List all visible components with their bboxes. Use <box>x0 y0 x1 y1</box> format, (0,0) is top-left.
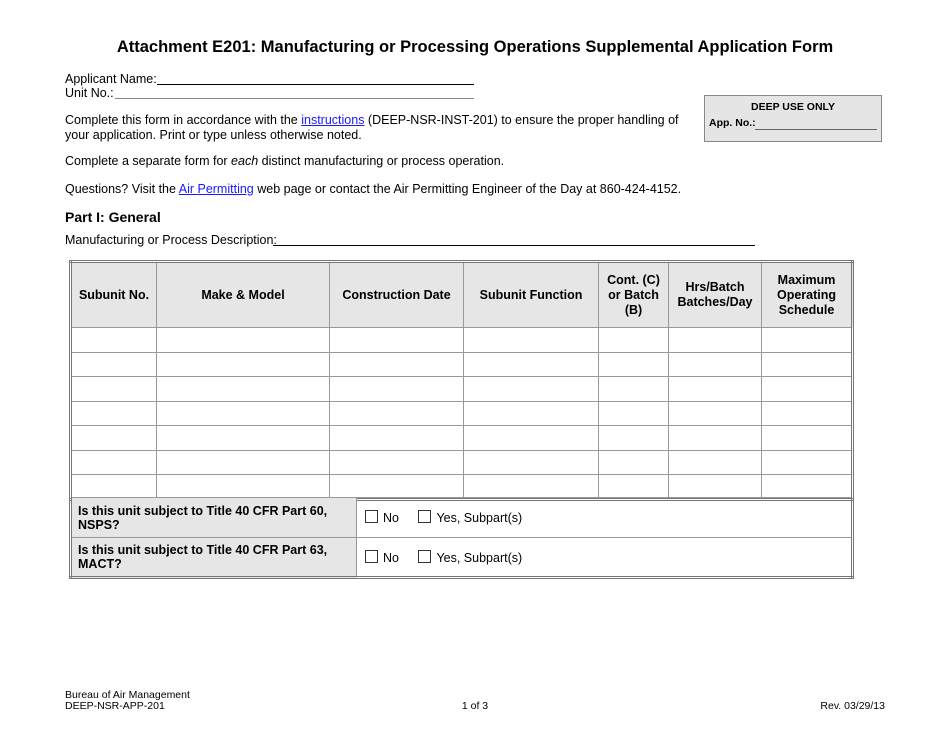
app-no-field[interactable] <box>755 129 877 130</box>
mact-yes-option[interactable] <box>418 551 522 565</box>
table-cell[interactable] <box>71 475 157 500</box>
nsps-yes-checkbox[interactable] <box>418 510 431 523</box>
mact-options <box>357 538 853 578</box>
mact-no-option[interactable] <box>365 551 399 565</box>
process-description-label: Manufacturing or Process Description: <box>65 233 277 247</box>
header-cont-batch-text: Cont. (C) or Batch (B) <box>607 272 660 317</box>
table-cell[interactable] <box>669 450 762 475</box>
mact-no-label: No <box>383 550 399 565</box>
table-cell[interactable] <box>157 377 330 402</box>
table-cell[interactable] <box>599 450 669 475</box>
table-cell[interactable] <box>330 450 464 475</box>
table-cell[interactable] <box>669 328 762 353</box>
table-cell[interactable] <box>599 377 669 402</box>
intro-paragraph-2 <box>65 154 504 169</box>
mact-question-row <box>71 538 853 578</box>
subunit-table <box>69 260 854 501</box>
footer-page-number: 1 of 3 <box>461 700 489 712</box>
header-subunit-function: Subunit Function <box>464 262 599 328</box>
nsps-no-option[interactable] <box>365 511 399 525</box>
table-cell[interactable] <box>330 377 464 402</box>
intro-p2-emphasis: each <box>231 154 259 168</box>
table-cell[interactable] <box>157 426 330 451</box>
header-construction-date: Construction Date <box>330 262 464 328</box>
header-max-schedule-text: Maximum Operating Schedule <box>776 272 837 317</box>
footer-form-code: DEEP-NSR-APP-201 <box>65 700 165 712</box>
table-cell[interactable] <box>762 450 853 475</box>
intro-p2-text: Complete a separate form for <box>65 154 232 168</box>
table-cell[interactable] <box>762 352 853 377</box>
table-cell[interactable] <box>464 401 599 426</box>
table-cell[interactable] <box>464 352 599 377</box>
applicant-name-label: Applicant Name: <box>65 72 157 86</box>
app-no-label: App. No.: <box>709 117 756 129</box>
table-cell[interactable] <box>464 450 599 475</box>
table-cell[interactable] <box>71 450 157 475</box>
mact-no-checkbox[interactable] <box>365 550 378 563</box>
table-cell[interactable] <box>669 401 762 426</box>
table-cell[interactable] <box>330 328 464 353</box>
table-row <box>71 475 853 500</box>
table-cell[interactable] <box>599 475 669 500</box>
mact-yes-label: Yes, Subpart(s) <box>436 550 523 565</box>
table-cell[interactable] <box>71 377 157 402</box>
applicant-name-field[interactable] <box>157 84 474 85</box>
table-cell[interactable] <box>330 352 464 377</box>
table-cell[interactable] <box>157 475 330 500</box>
nsps-options <box>357 498 853 538</box>
header-cont-batch <box>599 262 669 328</box>
table-row <box>71 352 853 377</box>
intro-p1-text: Complete this form in accordance with the <box>65 113 302 127</box>
table-cell[interactable] <box>599 352 669 377</box>
mact-question-text: Is this unit subject to Title 40 CFR Part 63, MACT? <box>71 538 357 578</box>
nsps-question-text: Is this unit subject to Title 40 CFR Part 60, NSPS? <box>71 498 357 538</box>
intro-p3-rest: web page or contact the Air Permitting Engineer of the Day at 860-424-4152. <box>253 182 682 196</box>
table-cell[interactable] <box>669 475 762 500</box>
process-description-field[interactable] <box>273 245 755 246</box>
table-cell[interactable] <box>762 426 853 451</box>
intro-p3-text: Questions? Visit the <box>65 182 179 196</box>
intro-paragraph-3 <box>65 182 681 197</box>
table-row <box>71 401 853 426</box>
intro-p1-rest: (DEEP-NSR-INST-201) to ensure the proper handling of your application. Print or type unless otherwise noted. <box>65 113 679 142</box>
table-cell[interactable] <box>71 328 157 353</box>
table-row <box>71 377 853 402</box>
deep-use-only-box <box>704 95 882 142</box>
table-cell[interactable] <box>599 328 669 353</box>
table-cell[interactable] <box>599 426 669 451</box>
table-row <box>71 328 853 353</box>
table-cell[interactable] <box>464 377 599 402</box>
footer-revision: Rev. 03/29/13 <box>820 700 885 712</box>
table-cell[interactable] <box>71 401 157 426</box>
nsps-question-row <box>71 498 853 538</box>
table-cell[interactable] <box>762 475 853 500</box>
table-cell[interactable] <box>669 352 762 377</box>
unit-no-label: Unit No.: <box>65 86 114 100</box>
table-cell[interactable] <box>157 352 330 377</box>
table-cell[interactable] <box>330 475 464 500</box>
mact-yes-checkbox[interactable] <box>418 550 431 563</box>
table-cell[interactable] <box>464 328 599 353</box>
table-cell[interactable] <box>330 426 464 451</box>
nsps-no-label: No <box>383 511 399 525</box>
intro-paragraph-1 <box>65 113 690 143</box>
table-cell[interactable] <box>71 352 157 377</box>
table-cell[interactable] <box>669 426 762 451</box>
nsps-yes-label: Yes, Subpart(s) <box>436 511 523 525</box>
table-cell[interactable] <box>762 401 853 426</box>
header-hrs-batch-text: Hrs/Batch Batches/Day <box>677 280 753 309</box>
table-row <box>71 450 853 475</box>
unit-no-field[interactable] <box>115 98 474 99</box>
table-row <box>71 426 853 451</box>
part1-heading: Part I: General <box>65 209 161 225</box>
table-cell[interactable] <box>762 377 853 402</box>
footer-bureau: Bureau of Air Management <box>65 689 190 701</box>
air-permitting-link[interactable]: Air Permitting <box>178 182 254 196</box>
table-cell[interactable] <box>464 475 599 500</box>
nsps-yes-option[interactable] <box>418 511 522 525</box>
table-cell[interactable] <box>464 426 599 451</box>
table-cell[interactable] <box>71 426 157 451</box>
table-cell[interactable] <box>157 401 330 426</box>
table-cell[interactable] <box>762 328 853 353</box>
header-subunit-no: Subunit No. <box>71 262 157 328</box>
table-cell[interactable] <box>157 450 330 475</box>
header-max-schedule <box>762 262 853 328</box>
cfr-questions-table <box>69 497 854 579</box>
table-cell[interactable] <box>157 328 330 353</box>
table-cell[interactable] <box>669 377 762 402</box>
deep-use-only-title: DEEP USE ONLY <box>750 101 836 113</box>
header-make-model: Make & Model <box>157 262 330 328</box>
intro-p2-rest: distinct manufacturing or process operation. <box>258 154 505 168</box>
instructions-link[interactable]: instructions <box>301 113 365 127</box>
table-header-row <box>71 262 853 328</box>
table-cell[interactable] <box>330 401 464 426</box>
table-cell[interactable] <box>599 401 669 426</box>
header-hrs-batch <box>669 262 762 328</box>
nsps-no-checkbox[interactable] <box>365 510 378 523</box>
page-title: Attachment E201: Manufacturing or Processing Operations Supplemental Application Form <box>116 38 834 56</box>
